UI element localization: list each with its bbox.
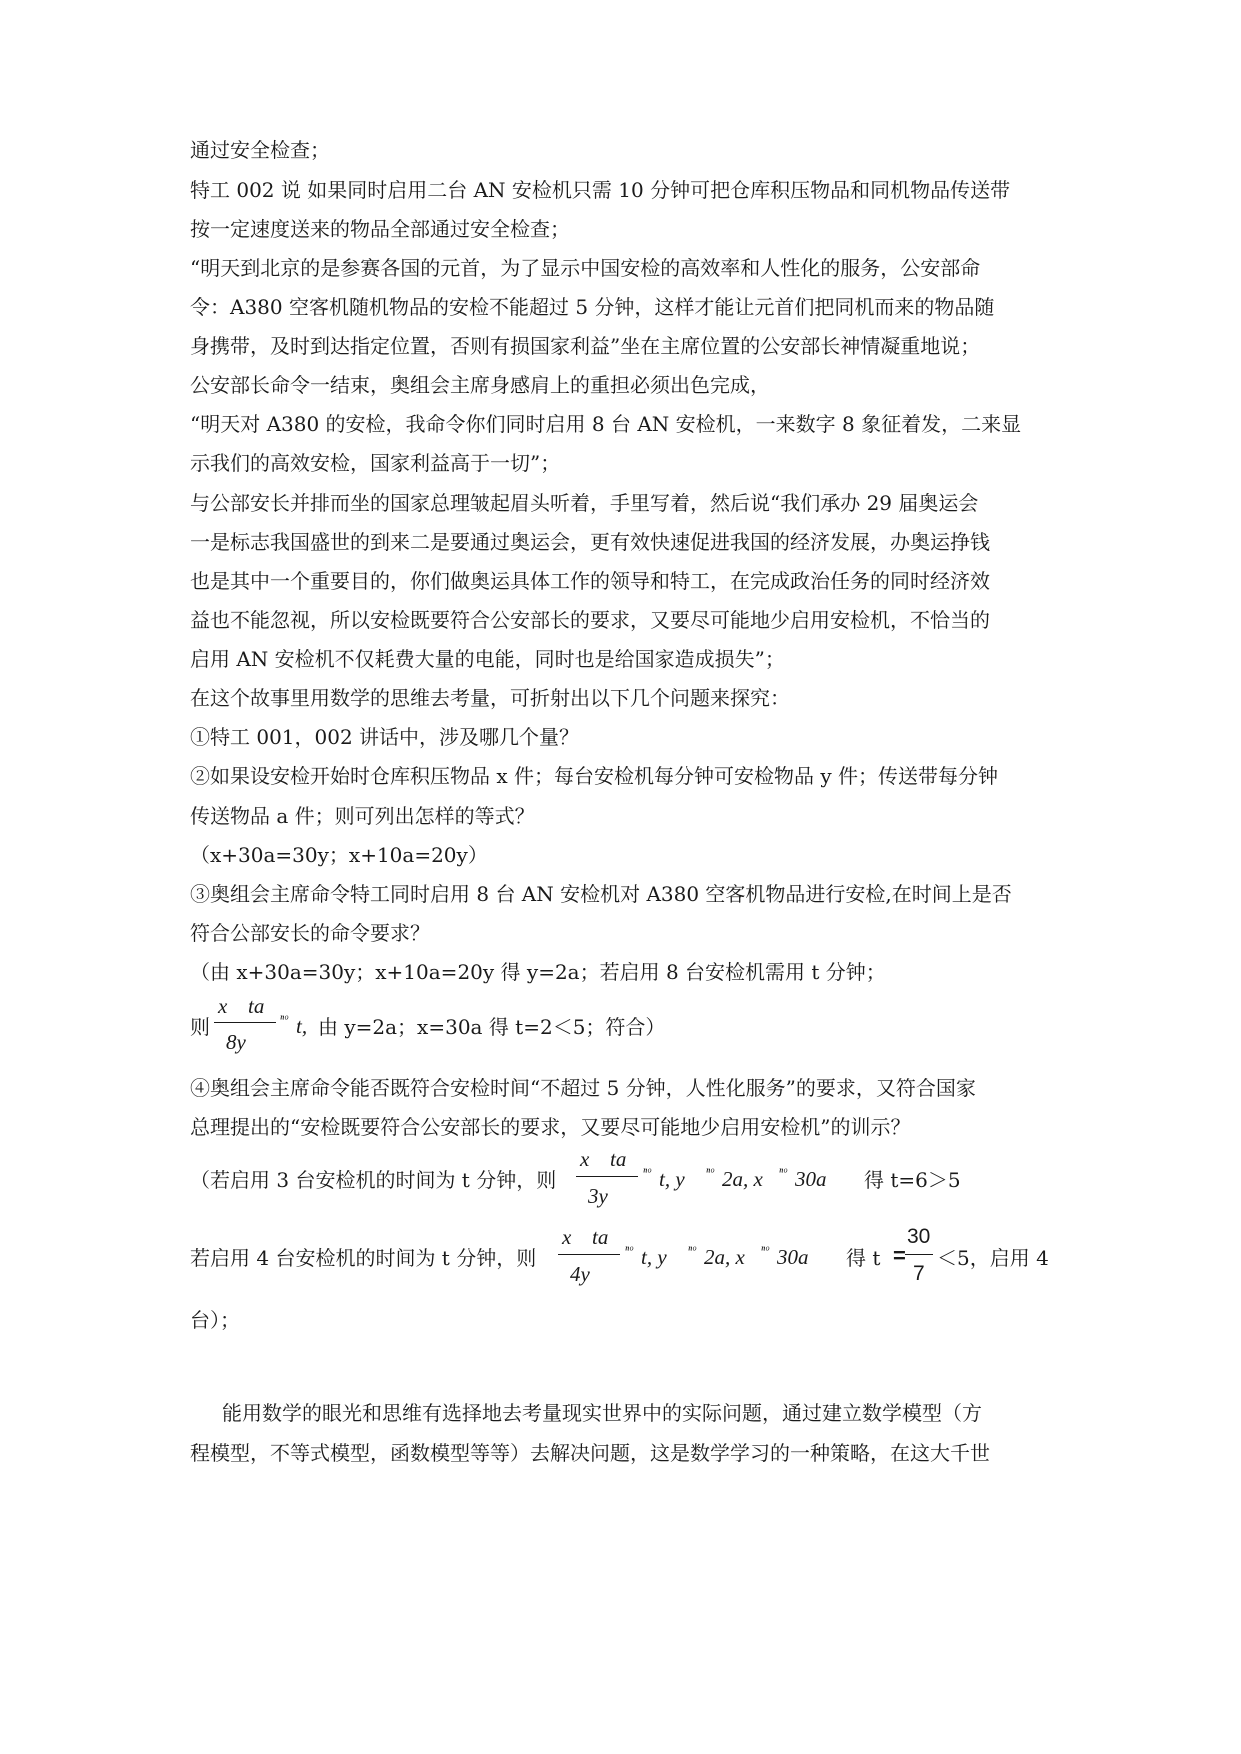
text-line: 按一定速度送来的物品全部通过安全检查； [190,217,570,241]
text-line: 总理提出的“安检既要符合公安部长的要求，又要尽可能地少启用安检机”的训示？ [190,1115,911,1139]
formula-suffix: 由 y=2a；x=30a 得 t=2＜5；符合） [318,1015,666,1039]
fraction-bar [214,1022,276,1023]
fraction-bar [576,1176,638,1177]
text-line: ①特工 001，002 讲话中，涉及哪几个量？ [190,725,580,749]
formula-mid: 2a, x [722,1167,763,1191]
text-line: 身携带，及时到达指定位置，否则有损国家利益”坐在主席位置的公安部长神情凝重地说； [190,334,981,358]
fraction-bar [558,1254,620,1255]
formula-tail: t, y [659,1167,685,1191]
fraction-numerator: 30 [907,1225,931,1248]
text-line: 通过安全检查； [190,138,330,162]
text-line: “明天对 A380 的安检，我命令你们同时启用 8 台 AN 安检机，一来数字 8 象征着发，二来显 [190,412,1022,436]
text-line: 示我们的高效安检，国家利益高于一切”； [190,451,561,475]
garbled-glyph: ⁿᵒ [761,1242,769,1257]
text-line: ②如果设安检开始时仓库积压物品 x 件；每台安检机每分钟可安检物品 y 件；传送带每分钟 [190,764,999,788]
formula-numerator-x: x [580,1147,590,1171]
formula-denominator: 4y [570,1262,590,1286]
formula-numerator-ta: ta [592,1225,609,1249]
text-line: 与公部安长并排而坐的国家总理皱起眉头听着，手里写着，然后说“我们承办 29 届奥运会 [190,491,979,515]
formula-numerator-ta: ta [610,1147,627,1171]
equals-sign: = [893,1243,906,1268]
garbled-glyph: ⁿᵒ [688,1242,696,1257]
text-line: 令：A380 空客机随机物品的安检不能超过 5 分钟，这样才能让元首们把同机而来的物品随 [190,295,995,319]
text-line: 也是其中一个重要目的，你们做奥运具体工作的领导和特工，在完成政治任务的同时经济效 [190,569,990,593]
formula-numerator-ta: ta [248,994,265,1018]
text-line: 启用 AN 安检机不仅耗费大量的电能，同时也是给国家造成损失”； [190,647,785,671]
garbled-glyph: ⁿᵒ [625,1242,633,1257]
text-line: 特工 002 说 如果同时启用二台 AN 安检机只需 10 分钟可把仓库积压物品和同机物品传送带 [190,178,1011,202]
text-line: 传送物品 a 件；则可列出怎样的等式？ [190,804,535,828]
text-line: 在这个故事里用数学的思维去考量，可折射出以下几个问题来探究： [190,686,790,710]
paragraph-line: 程模型，不等式模型，函数模型等等）去解决问题，这是数学学习的一种策略，在这大千世 [190,1441,990,1465]
text-line: 台）； [190,1308,240,1332]
formula-denominator: 8y [226,1030,246,1054]
garbled-glyph: ⁿᵒ [779,1164,787,1179]
formula-numerator-x: x [218,994,228,1018]
formula-prefix: 则 [190,1015,210,1039]
formula-numerator-x: x [562,1225,572,1249]
formula-prefix: （若启用 3 台安检机的时间为 t 分钟，则 [190,1168,557,1192]
text-line: 益也不能忽视，所以安检既要符合公安部长的要求，又要尽可能地少启用安检机，不恰当的 [190,608,990,632]
garbled-glyph: ⁿᵒ [706,1164,714,1179]
formula-mid: 2a, x [704,1245,745,1269]
text-line: ③奥组会主席命令特工同时启用 8 台 AN 安检机对 A380 空客机物品进行安检,在时间上是否 [190,882,1012,906]
formula-end: 30a [795,1167,827,1191]
formula-end: 30a [777,1245,809,1269]
text-line: （由 x+30a=30y；x+10a=20y 得 y=2a；若启用 8 台安检机需用 t 分钟； [190,960,886,984]
fraction-denominator: 7 [913,1262,925,1285]
text-line: ④奥组会主席命令能否既符合安检时间“不超过 5 分钟，人性化服务”的要求，又符合国家 [190,1076,976,1100]
text-line: 一是标志我国盛世的到来二是要通过奥运会，更有效快速促进我国的经济发展，办奥运挣钱 [190,530,990,554]
formula-tail: t, [296,1014,308,1038]
formula-denominator: 3y [588,1184,608,1208]
formula-tail: t, y [641,1245,667,1269]
text-line: 符合公部安长的命令要求？ [190,921,430,945]
text-line: （x+30a=30y；x+10a=20y） [190,843,488,867]
fraction-bar [905,1254,933,1255]
text-line: “明天到北京的是参赛各国的元首，为了显示中国安检的高效率和人性化的服务，公安部命 [190,256,981,280]
text-line: 公安部长命令一结束，奥组会主席身感肩上的重担必须出色完成， [190,373,770,397]
garbled-glyph: ⁿᵒ [643,1164,651,1179]
formula-t-label: 得 t [846,1246,881,1270]
formula-suffix: ＜5，启用 4 [937,1246,1049,1270]
formula-suffix: 得 t=6＞5 [864,1168,961,1192]
formula-prefix: 若启用 4 台安检机的时间为 t 分钟，则 [190,1246,537,1270]
garbled-glyph: ⁿᵒ [280,1011,288,1026]
paragraph-line: 能用数学的眼光和思维有选择地去考量现实世界中的实际问题，通过建立数学模型（方 [222,1401,982,1425]
